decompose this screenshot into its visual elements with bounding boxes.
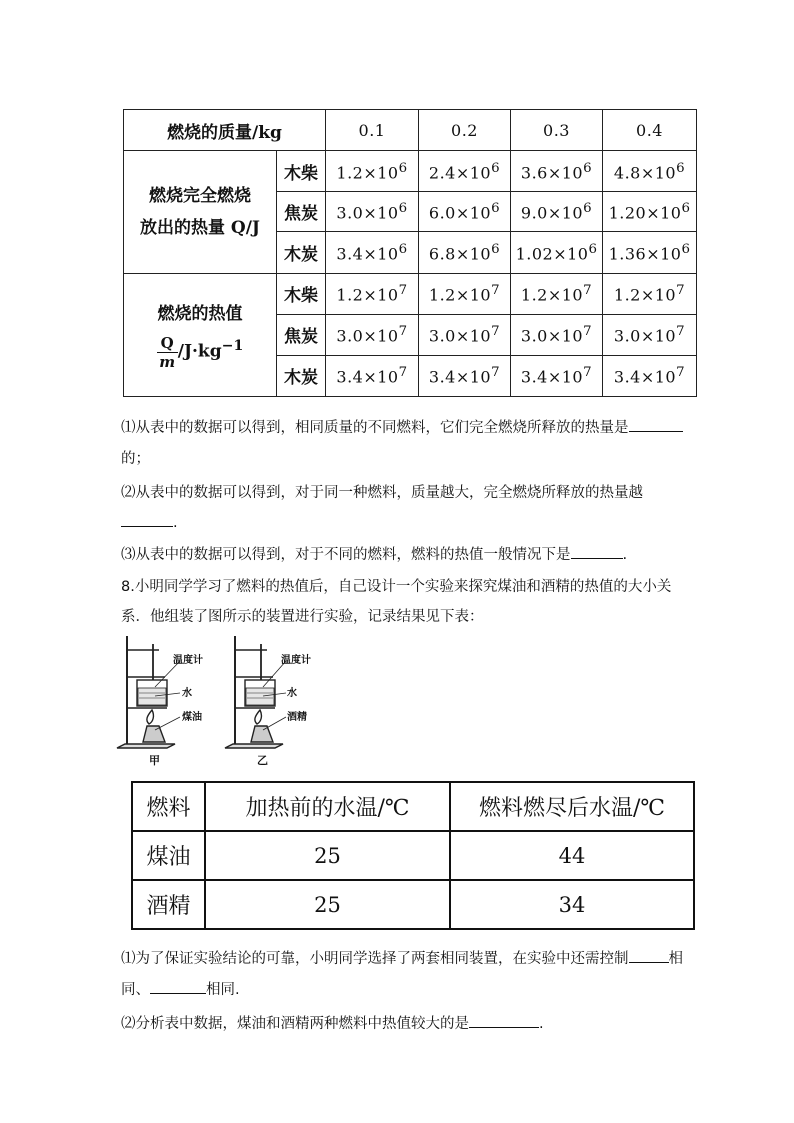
label-thermometer-a: 温度计 bbox=[173, 655, 203, 666]
fuel-heat-table bbox=[123, 109, 697, 397]
table-row: 酒精 25 34 bbox=[132, 880, 694, 929]
answer-blank[interactable] bbox=[150, 979, 206, 994]
label-water-a: 水 bbox=[182, 688, 192, 699]
q8-question-2: ⑵分析表中数据，煤油和酒精两种燃料中热值较大的是 . bbox=[121, 1012, 544, 1033]
answer-blank[interactable] bbox=[629, 948, 669, 963]
answer-blank[interactable] bbox=[121, 512, 173, 527]
heat-group-line2: 放出的热量 Q/J bbox=[140, 217, 260, 238]
label-alcohol: 酒精 bbox=[287, 712, 307, 723]
question-3: ⑶从表中的数据可以得到，对于不同的燃料，燃料的热值一般情况下是 . bbox=[121, 543, 627, 564]
value-cell: $1.2\times 10^7$ bbox=[511, 273, 603, 314]
heat-cell: $6.8\times 10^6$ bbox=[419, 232, 511, 273]
heat-cell: $3.4\times 10^6$ bbox=[326, 232, 419, 273]
question-2-end: . bbox=[121, 512, 178, 531]
value-cell: $3.0\times 10^7$ bbox=[419, 314, 511, 355]
fuel-label: 木炭 bbox=[277, 355, 326, 396]
mass-1: 0.2 bbox=[419, 110, 511, 151]
value-cell: $1.2\times 10^7$ bbox=[419, 273, 511, 314]
fuel-label: 焦炭 bbox=[277, 314, 326, 355]
heat-cell: $2.4\times 10^6$ bbox=[419, 151, 511, 192]
heat-cell: $1.02\times 10^6$ bbox=[511, 232, 603, 273]
heat-cell: $6.0\times 10^6$ bbox=[419, 192, 511, 232]
mass-0: 0.1 bbox=[326, 110, 419, 151]
heat-cell: $1.20\times 10^6$ bbox=[603, 192, 697, 232]
header-fuel: 燃料 bbox=[132, 782, 205, 831]
heat-cell: $3.0\times 10^6$ bbox=[326, 192, 419, 232]
problem-8-line1: 8.小明同学学习了燃料的热值后，自己设计一个实验来探究煤油和酒精的热值的大小关 bbox=[121, 579, 672, 595]
value-unit: /J·kg bbox=[177, 342, 222, 363]
table-row: 煤油 25 44 bbox=[132, 831, 694, 880]
apparatus-figure bbox=[115, 630, 355, 766]
heat-group-label bbox=[124, 151, 277, 273]
heat-group-line1: 燃烧完全燃烧 bbox=[149, 185, 251, 206]
answer-blank[interactable] bbox=[629, 417, 683, 432]
value-cell: $1.2\times 10^7$ bbox=[603, 273, 697, 314]
heat-cell: $4.8\times 10^6$ bbox=[603, 151, 697, 192]
q-over-m-fraction: $\frac{Q}{m}$ bbox=[157, 334, 178, 371]
label-thermometer-b: 温度计 bbox=[281, 655, 311, 666]
q8-question-1: ⑴为了保证实验结论的可靠，小明同学选择了两套相同装置，在实验中还需控制 相 bbox=[121, 947, 683, 968]
label-yi: 乙 bbox=[257, 754, 268, 766]
question-1: ⑴从表中的数据可以得到，相同质量的不同燃料，它们完全燃烧所释放的热量是 bbox=[121, 416, 683, 437]
value-cell: $3.4\times 10^7$ bbox=[419, 355, 511, 396]
label-kerosene: 煤油 bbox=[182, 712, 202, 723]
value-cell: $3.0\times 10^7$ bbox=[603, 314, 697, 355]
problem-8-line2: 系．他组装了图所示的装置进行实验，记录结果见下表： bbox=[121, 609, 484, 625]
fuel-label: 木柴 bbox=[277, 151, 326, 192]
fuel-label: 焦炭 bbox=[277, 192, 326, 232]
header-after: 燃料燃尽后水温/℃ bbox=[450, 782, 694, 831]
value-cell: $3.0\times 10^7$ bbox=[511, 314, 603, 355]
answer-blank[interactable] bbox=[571, 544, 623, 559]
heat-cell: $3.6\times 10^6$ bbox=[511, 151, 603, 192]
value-group-line1: 燃烧的热值 bbox=[157, 304, 243, 325]
experiment-table bbox=[131, 781, 695, 930]
mass-3: 0.4 bbox=[603, 110, 697, 151]
question-1-end: 的； bbox=[121, 451, 150, 467]
mass-header: 燃烧的质量/kg bbox=[124, 110, 326, 151]
value-cell: $3.4\times 10^7$ bbox=[603, 355, 697, 396]
value-cell: $3.4\times 10^7$ bbox=[326, 355, 419, 396]
question-2: ⑵从表中的数据可以得到，对于同一种燃料，质量越大，完全燃烧所释放的热量越 bbox=[121, 485, 643, 501]
fuel-label: 木柴 bbox=[277, 273, 326, 314]
fuel-label: 木炭 bbox=[277, 232, 326, 273]
label-jia: 甲 bbox=[149, 754, 160, 766]
value-group-label: 燃烧的热值 $\frac{Q}{m}$ $/J\cdot kg^{-1}$ bbox=[124, 273, 277, 396]
q8-question-1-cont: 同、 相同. bbox=[121, 978, 240, 999]
value-cell: $3.4\times 10^7$ bbox=[511, 355, 603, 396]
label-water-b: 水 bbox=[287, 688, 297, 699]
mass-2: 0.3 bbox=[511, 110, 603, 151]
header-before: 加热前的水温/℃ bbox=[205, 782, 450, 831]
heat-cell: $1.36\times 10^6$ bbox=[603, 232, 697, 273]
apparatus-a bbox=[117, 636, 180, 748]
apparatus-b bbox=[225, 636, 286, 748]
value-cell: $1.2\times 10^7$ bbox=[326, 273, 419, 314]
heat-cell: $9.0\times 10^6$ bbox=[511, 192, 603, 232]
answer-blank[interactable] bbox=[469, 1013, 539, 1028]
value-cell: $3.0\times 10^7$ bbox=[326, 314, 419, 355]
heat-cell: $1.2\times 10^6$ bbox=[326, 151, 419, 192]
